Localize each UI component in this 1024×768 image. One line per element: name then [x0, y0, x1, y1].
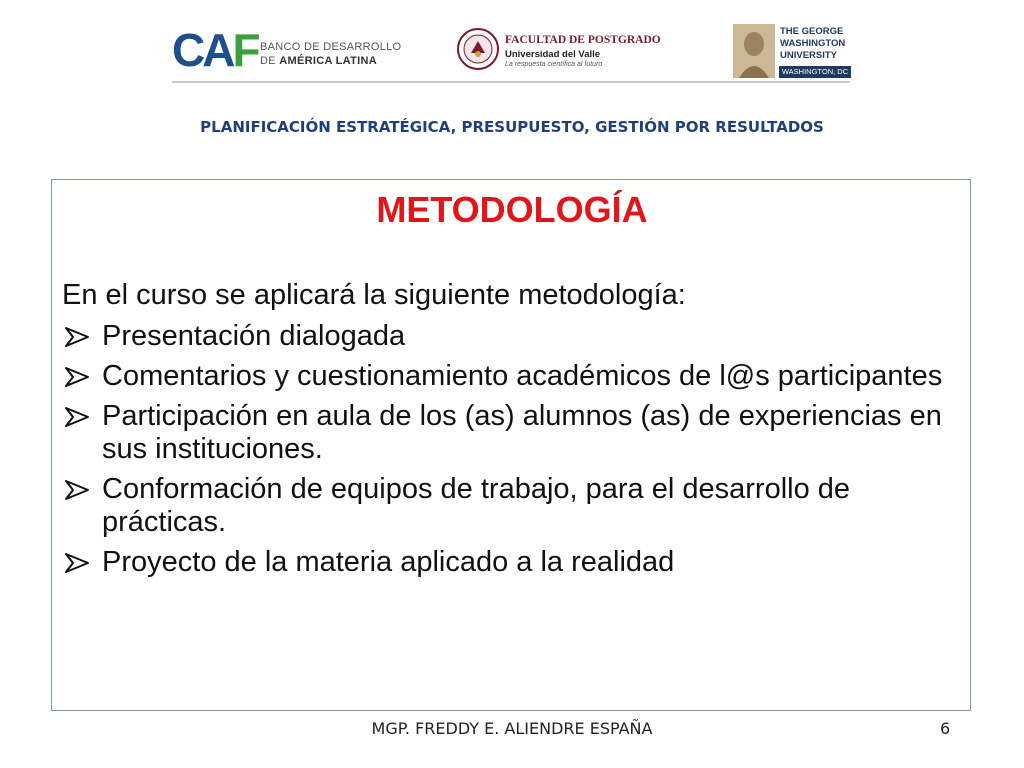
list-item: [62, 360, 962, 393]
gwu-line3: UNIVERSITY: [780, 50, 838, 61]
caf-mark-a: A: [202, 24, 233, 76]
list-item: [62, 400, 962, 466]
gwu-line2: WASHINGTON: [780, 38, 846, 49]
univalle-seal-icon: [457, 28, 499, 70]
intro-text: En el curso se aplicará la siguiente metodología:: [62, 279, 686, 311]
page-title: PLANIFICACIÓN ESTRATÉGICA, PRESUPUESTO, GESTIÓN POR RESULTADOS: [200, 118, 824, 136]
caf-logo-line2: [260, 54, 401, 68]
caf-mark: [172, 24, 258, 76]
arrow-bullet-icon: [64, 366, 90, 388]
univalle-title: FACULTAD DE POSTGRADO: [505, 34, 661, 46]
gwu-location: WASHINGTON, DC: [779, 66, 851, 78]
gwu-text: [780, 26, 845, 62]
univalle-logo: [455, 28, 677, 74]
caf-logo-line2-bold: AMÉRICA LATINA: [279, 55, 377, 67]
arrow-bullet-icon: [64, 552, 90, 574]
list-item: [62, 546, 962, 579]
list-item: [62, 473, 962, 539]
list-item: [62, 320, 962, 353]
univalle-subtitle: Universidad del Valle: [505, 49, 601, 60]
washington-portrait-icon: [733, 24, 775, 78]
bullet-text: Participación en aula de los (as) alumnos (as) de experiencias en sus instituciones.: [102, 400, 942, 465]
bullet-text: Proyecto de la materia aplicado a la realidad: [102, 546, 675, 578]
caf-mark-f: F: [232, 24, 258, 76]
gwu-line1: THE GEORGE: [780, 26, 844, 37]
bullet-text: Conformación de equipos de trabajo, para el desarrollo de prácticas.: [102, 473, 851, 538]
arrow-bullet-icon: [64, 406, 90, 428]
arrow-bullet-icon: [64, 326, 90, 348]
gwu-logo: [733, 24, 851, 80]
section-heading: METODOLOGÍA: [376, 189, 648, 230]
univalle-tagline: La respuesta científica al futuro: [505, 61, 603, 68]
logo-divider: [172, 81, 850, 83]
bullet-text: Presentación dialogada: [102, 320, 406, 352]
caf-mark-c: C: [172, 24, 203, 76]
header-logos: [0, 0, 1024, 90]
bullet-list: [62, 320, 962, 586]
caf-logo-line2-prefix: DE: [260, 55, 280, 67]
arrow-bullet-icon: [64, 479, 90, 501]
caf-logo: [172, 24, 404, 76]
footer-presenter: MGP. FREDDY E. ALIENDRE ESPAÑA: [371, 719, 653, 738]
bullet-text: Comentarios y cuestionamiento académicos de l@s participantes: [102, 360, 943, 392]
caf-logo-text: [260, 40, 401, 68]
page-number: 6: [940, 719, 951, 738]
caf-logo-line1: BANCO DE DESARROLLO: [260, 41, 402, 53]
